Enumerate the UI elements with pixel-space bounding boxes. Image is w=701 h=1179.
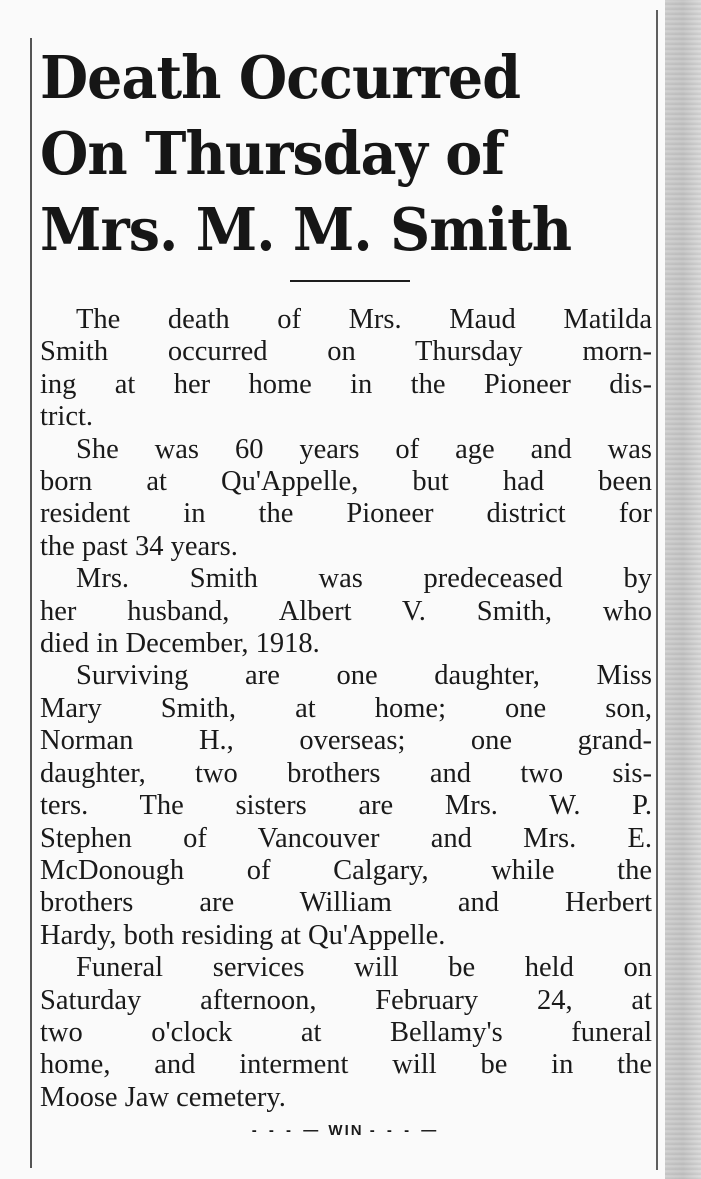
paragraph xyxy=(40,563,652,660)
text-line: Hardy, both residing at Qu'Appelle. xyxy=(40,919,446,951)
divider-dashes: - - - — xyxy=(251,1122,323,1139)
headline-line: Mrs. M. M. Smith xyxy=(40,195,572,264)
text-line: Mary Smith, at home; one son, xyxy=(40,692,652,724)
text-line: Stephen of Vancouver and Mrs. E. xyxy=(40,822,652,854)
paragraph xyxy=(40,660,652,952)
headline-line: Death Occurred xyxy=(40,43,521,112)
text-line: Moose Jaw cemetery. xyxy=(40,1081,286,1113)
article-column xyxy=(40,40,652,1170)
text-line: The death of Mrs. Maud Matilda xyxy=(76,304,652,335)
headline-line: On Thursday of xyxy=(40,119,505,188)
text-line: died in December, 1918. xyxy=(40,628,320,660)
text-line: ing at her home in the Pioneer dis- xyxy=(40,368,652,400)
text-line: two o'clock at Bellamy's funeral xyxy=(40,1016,652,1048)
text-line: McDonough of Calgary, while the xyxy=(40,854,652,886)
text-line: Mrs. Smith was predeceased by xyxy=(76,563,652,595)
text-line: resident in the Pioneer district for xyxy=(40,498,652,530)
text-line: her husband, Albert V. Smith, who xyxy=(40,595,652,627)
next-article-label: WIN xyxy=(328,1122,364,1139)
text-line: trict. xyxy=(40,401,94,433)
text-line: Norman H., overseas; one grand- xyxy=(40,725,652,757)
paragraph xyxy=(40,434,652,564)
text-line: Smith occurred on Thursday morn- xyxy=(40,336,652,368)
column-rule-right xyxy=(656,10,658,1170)
text-line: Surviving are one daughter, Miss xyxy=(76,660,652,692)
paragraph xyxy=(40,304,652,434)
text-line: ters. The sisters are Mrs. W. P. xyxy=(40,790,652,822)
next-article-header xyxy=(40,1122,652,1139)
text-line: daughter, two brothers and two sis- xyxy=(40,757,652,789)
text-line: born at Qu'Appelle, but had been xyxy=(40,466,652,498)
adjacent-column-edge xyxy=(665,0,701,1179)
headline xyxy=(40,40,615,268)
article-body xyxy=(40,304,652,1114)
text-line: Saturday afternoon, February 24, at xyxy=(40,984,652,1016)
text-line: the past 34 years. xyxy=(40,530,238,562)
paragraph xyxy=(40,952,652,1114)
column-rule-left xyxy=(30,38,32,1168)
text-line: home, and interment will be in the xyxy=(40,1049,652,1081)
text-line: Funeral services will be held on xyxy=(76,952,652,984)
text-line: brothers are William and Herbert xyxy=(40,887,652,919)
text-line: She was 60 years of age and was xyxy=(76,433,652,465)
headline-divider xyxy=(290,280,410,282)
divider-dashes: - - - — xyxy=(369,1122,441,1139)
